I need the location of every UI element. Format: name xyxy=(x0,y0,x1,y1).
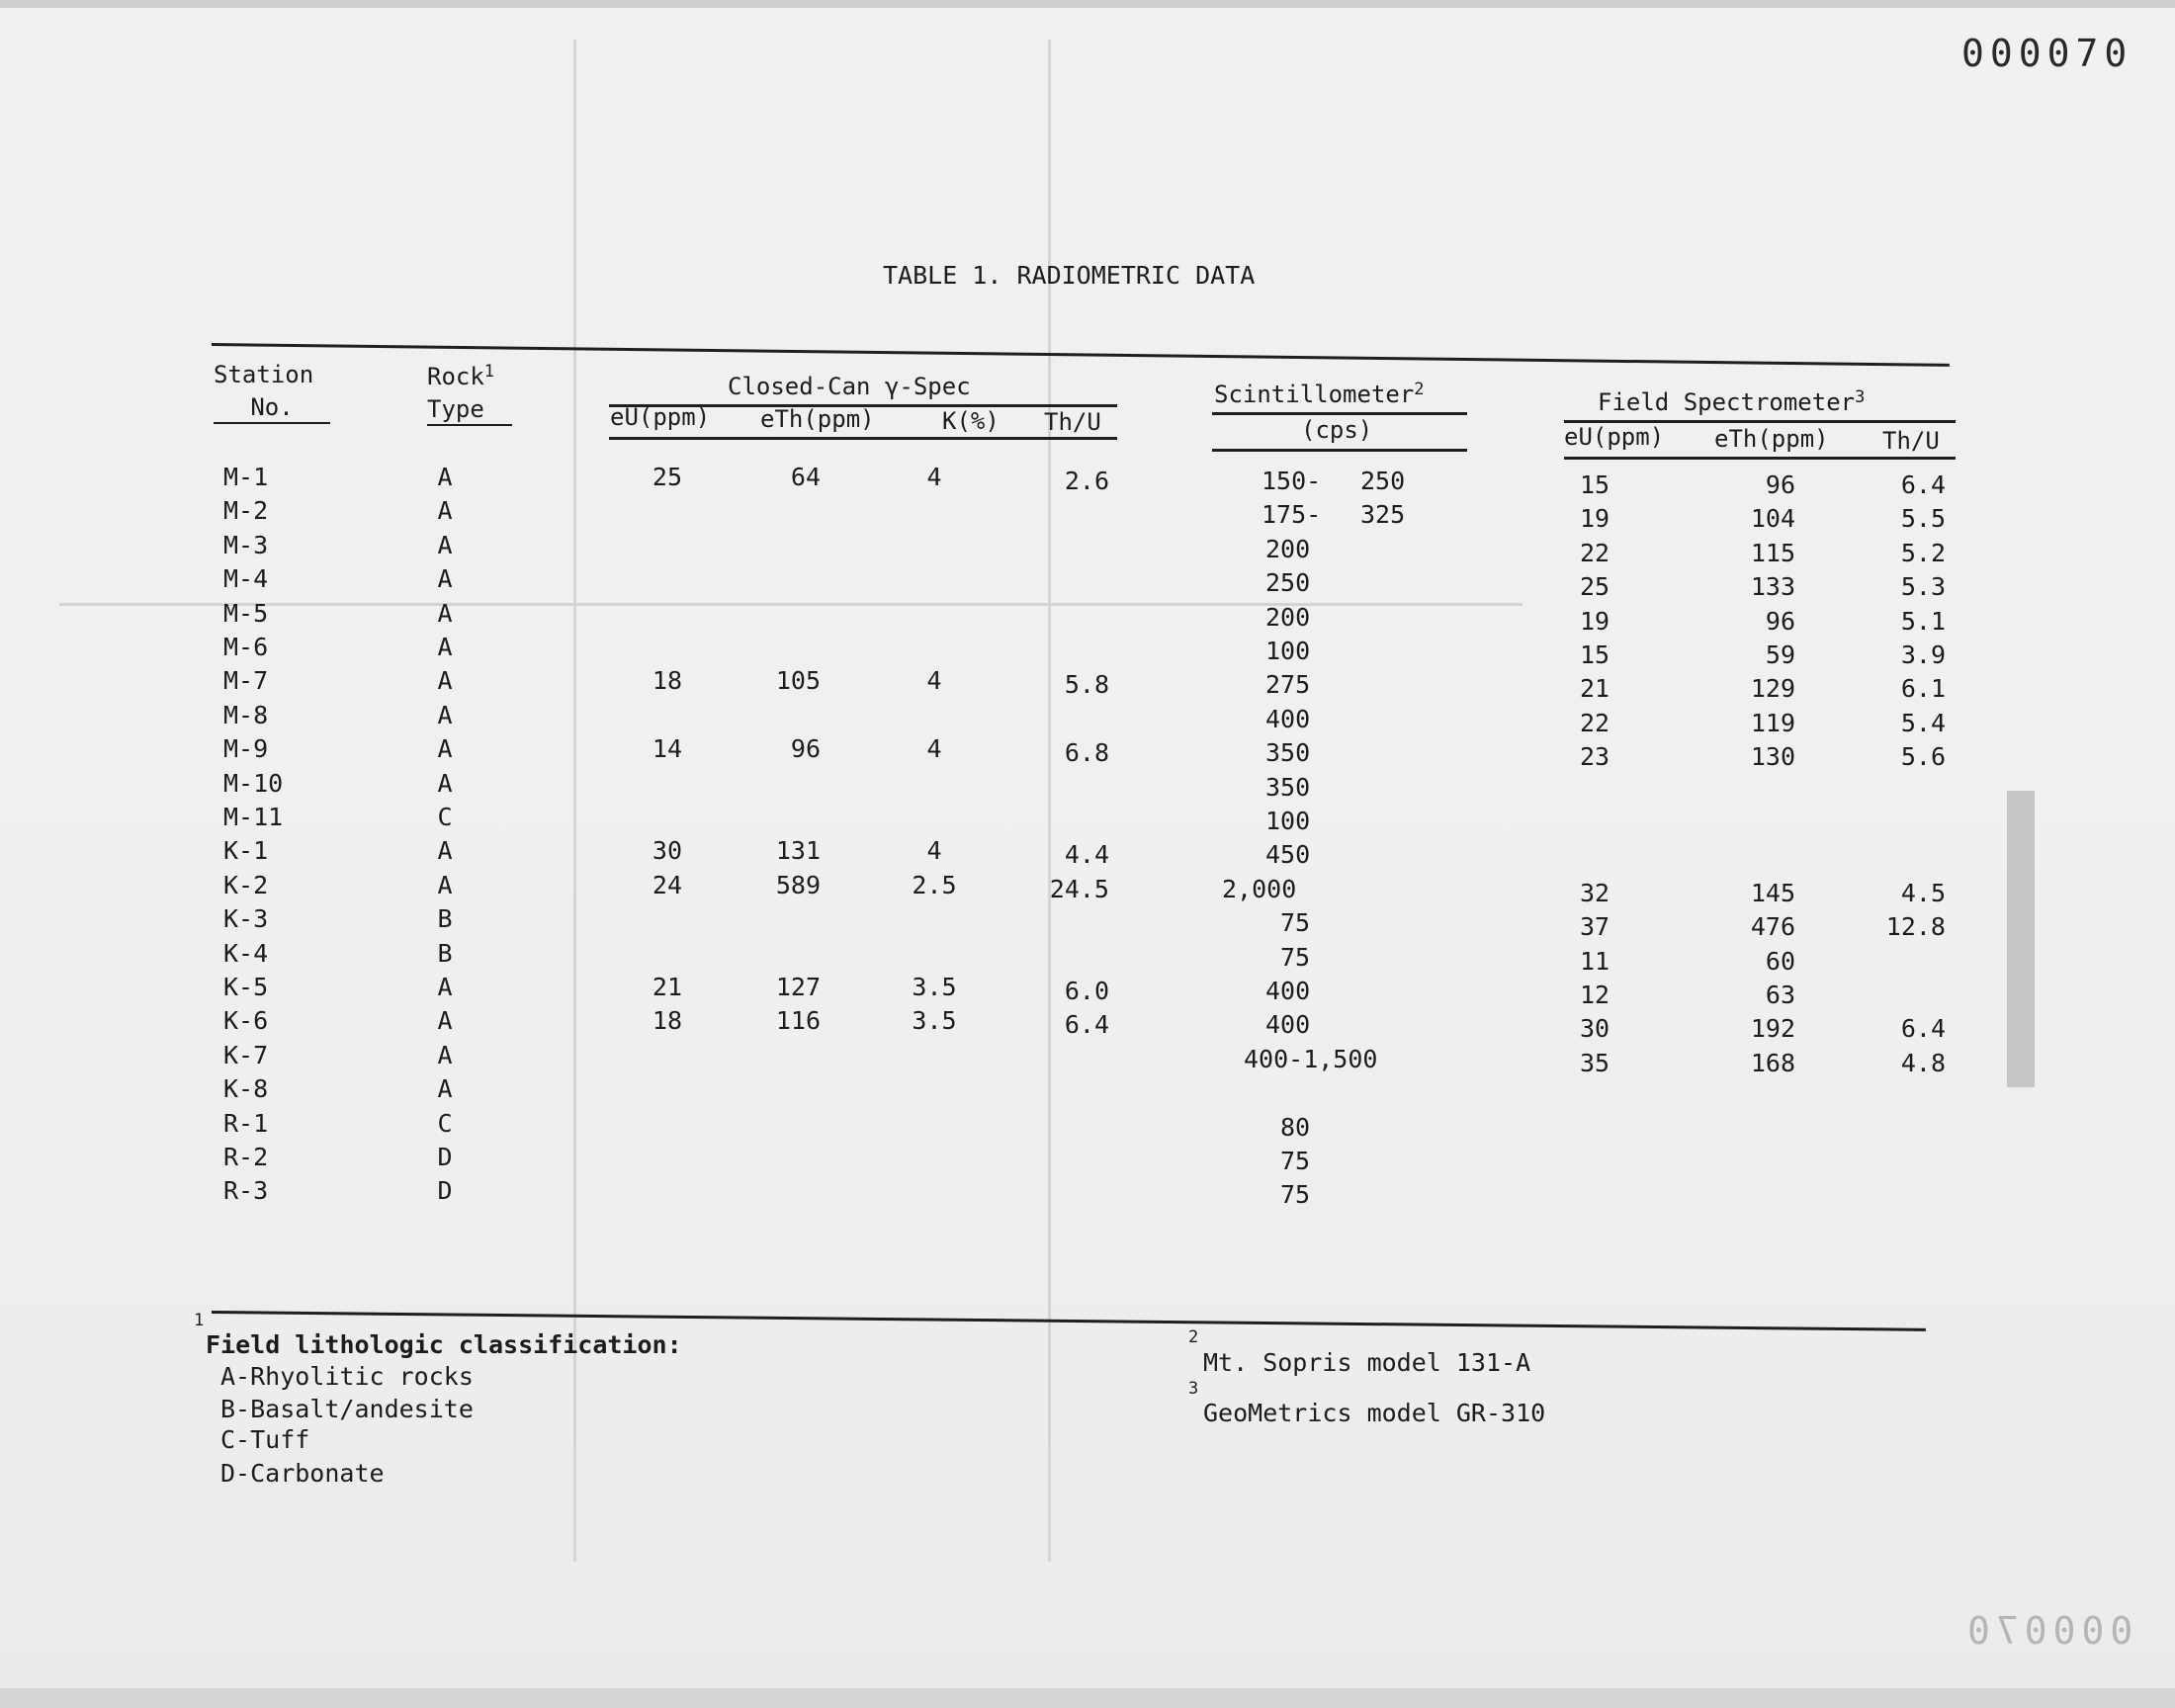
document-number: 000070 xyxy=(1961,32,2133,75)
cell-scint: 100 xyxy=(1265,637,1311,665)
cell-cc-eu: 14 xyxy=(652,734,682,764)
cell-fs-thu: 6.1 xyxy=(1900,674,1946,704)
cell-scint: 150- xyxy=(1262,467,1322,495)
header-fs-eth: eTh(ppm) xyxy=(1714,425,1829,453)
cell-rock-type: A xyxy=(437,1074,453,1104)
cell-fs-thu: 6.4 xyxy=(1900,1014,1946,1044)
cell-fs-eth: 59 xyxy=(1765,640,1795,669)
cell-cc-k: 4 xyxy=(926,463,942,491)
cell-station: M-4 xyxy=(223,564,269,594)
footnote-2-marker: 2 xyxy=(1188,1327,1199,1347)
cell-station: K-5 xyxy=(223,973,269,1001)
closed-can-subheader-rule xyxy=(609,437,1117,440)
cell-fs-thu: 5.6 xyxy=(1900,742,1946,772)
table-row xyxy=(0,463,1977,499)
table-row xyxy=(0,870,1977,907)
cell-fs-thu: 5.2 xyxy=(1900,538,1946,567)
header-closed-can: Closed-Can γ-Spec xyxy=(728,373,971,400)
cell-station: R-1 xyxy=(223,1108,269,1138)
cell-rock-type: A xyxy=(437,973,453,1001)
header-rock-line2: Type xyxy=(427,395,512,426)
cell-station: R-2 xyxy=(223,1143,269,1171)
cell-scint: 75 xyxy=(1280,908,1311,938)
cell-cc-k: 4 xyxy=(926,836,942,866)
footnote-3-marker: 3 xyxy=(1188,1379,1199,1399)
cell-scint: 350 xyxy=(1265,738,1311,768)
cell-rock-type: A xyxy=(437,496,453,526)
cell-fs-eth: 129 xyxy=(1750,674,1795,704)
cell-fs-thu: 5.3 xyxy=(1900,572,1946,602)
header-fs-eu: eU(ppm) xyxy=(1564,423,1665,451)
cell-fs-eth: 145 xyxy=(1750,878,1795,907)
cell-cc-eu: 30 xyxy=(652,836,682,866)
cell-rock-type: A xyxy=(437,666,453,696)
table-row xyxy=(0,836,1977,868)
header-station-line1: Station xyxy=(214,361,314,388)
cell-scint: 400 xyxy=(1265,1010,1311,1040)
header-fs-thu: Th/U xyxy=(1882,427,1940,455)
cell-station: M-10 xyxy=(223,768,284,798)
cell-cc-k: 3.5 xyxy=(912,1006,957,1036)
cell-station: K-2 xyxy=(223,870,269,899)
cell-fs-eu: 15 xyxy=(1580,470,1610,499)
cell-fs-eu: 22 xyxy=(1580,538,1610,567)
cell-cc-thu: 6.8 xyxy=(1064,738,1109,768)
cell-fs-eth: 130 xyxy=(1750,742,1795,772)
table-row xyxy=(0,700,1977,737)
footnote-2-text: Mt. Sopris model 131-A xyxy=(1203,1348,1531,1377)
footnote-1-item: D-Carbonate xyxy=(220,1459,385,1488)
cell-fs-eth: 60 xyxy=(1765,946,1795,976)
scintillometer-rule xyxy=(1212,412,1467,415)
table-row xyxy=(0,938,1977,976)
table-row xyxy=(0,904,1977,942)
cell-rock-type: A xyxy=(437,734,453,764)
cell-station: K-7 xyxy=(223,1040,269,1069)
header-cc-eu: eU(ppm) xyxy=(610,403,711,431)
cell-rock-type: A xyxy=(437,1006,453,1036)
cell-fs-eth: 133 xyxy=(1750,572,1795,602)
table-row xyxy=(0,1109,1977,1141)
footnote-1-item: C-Tuff xyxy=(220,1425,310,1454)
cell-fs-eth: 96 xyxy=(1765,470,1795,499)
cell-scint-high: 250 xyxy=(1360,467,1406,495)
cell-cc-k: 4 xyxy=(926,734,942,764)
cell-station: K-8 xyxy=(223,1074,269,1104)
table-row xyxy=(0,1006,1977,1044)
cell-cc-eu: 18 xyxy=(652,1006,682,1036)
cell-station: K-4 xyxy=(223,938,269,968)
header-scintillometer xyxy=(1214,381,1425,408)
cell-scint: 400 xyxy=(1265,704,1311,733)
cell-fs-eth: 115 xyxy=(1750,538,1795,567)
table-row xyxy=(0,1040,1977,1077)
footnote-ref-3: 3 xyxy=(1855,387,1866,407)
cell-fs-eth: 104 xyxy=(1750,504,1795,534)
cell-cc-eth: 96 xyxy=(790,734,821,764)
cell-cc-eu: 18 xyxy=(652,666,682,696)
table-row xyxy=(0,633,1977,669)
cell-cc-thu: 5.8 xyxy=(1064,670,1109,700)
cell-fs-eu: 11 xyxy=(1580,946,1610,976)
cell-fs-thu: 4.8 xyxy=(1900,1048,1946,1077)
cell-fs-eu: 19 xyxy=(1580,504,1610,534)
cell-station: M-5 xyxy=(223,598,269,628)
cell-fs-eu: 37 xyxy=(1580,912,1610,942)
cell-rock-type: A xyxy=(437,564,453,594)
table-row xyxy=(0,598,1977,636)
footnote-1-item: B-Basalt/andesite xyxy=(220,1395,474,1423)
cell-fs-eu: 35 xyxy=(1580,1048,1610,1077)
cell-fs-eth: 63 xyxy=(1765,981,1795,1009)
cell-fs-eth: 192 xyxy=(1750,1014,1795,1044)
cell-station: K-6 xyxy=(223,1006,269,1036)
table-title: TABLE 1. RADIOMETRIC DATA xyxy=(883,261,1256,290)
cell-station: M-2 xyxy=(223,496,269,526)
cell-fs-thu: 3.9 xyxy=(1900,640,1946,669)
cell-station: M-9 xyxy=(223,734,269,764)
scintillometer-unit-rule xyxy=(1212,449,1467,452)
cell-cc-eu: 24 xyxy=(652,870,682,899)
cell-cc-eth: 105 xyxy=(775,666,821,696)
table-row xyxy=(0,496,1977,534)
cell-cc-k: 3.5 xyxy=(912,973,957,1001)
table-row xyxy=(0,973,1977,1009)
cell-station: M-8 xyxy=(223,700,269,729)
scan-top-edge xyxy=(0,0,2175,8)
cell-cc-eth: 589 xyxy=(775,870,821,899)
cell-fs-eu: 22 xyxy=(1580,708,1610,737)
cell-scint: 75 xyxy=(1280,1180,1311,1210)
cell-rock-type: D xyxy=(437,1176,453,1206)
cell-rock-type: A xyxy=(437,530,453,559)
cell-fs-eu: 30 xyxy=(1580,1014,1610,1044)
footnote-3-text: GeoMetrics model GR-310 xyxy=(1203,1399,1546,1427)
cell-cc-eu: 25 xyxy=(652,463,682,491)
cell-scint: 400-1,500 xyxy=(1244,1044,1378,1073)
cell-scint: 2,000 xyxy=(1222,874,1297,903)
document-number-mirrored: 000070 xyxy=(1961,1609,2133,1653)
table-row xyxy=(0,1143,1977,1174)
cell-fs-eu: 25 xyxy=(1580,572,1610,602)
cell-cc-thu: 24.5 xyxy=(1049,874,1109,903)
cell-cc-thu: 4.4 xyxy=(1064,840,1109,870)
scan-bottom-edge xyxy=(0,1688,2175,1708)
cell-rock-type: A xyxy=(437,598,453,628)
cell-station: M-1 xyxy=(223,463,269,491)
cell-scint: 250 xyxy=(1265,568,1311,598)
footnote-1-marker: 1 xyxy=(194,1311,205,1330)
cell-rock-type: A xyxy=(437,463,453,491)
cell-cc-eth: 64 xyxy=(790,463,821,491)
header-scint-label: Scintillometer xyxy=(1214,381,1415,408)
cell-fs-thu: 5.4 xyxy=(1900,708,1946,737)
cell-rock-type: A xyxy=(437,768,453,798)
cell-station: K-3 xyxy=(223,904,269,934)
cell-cc-thu: 6.0 xyxy=(1064,977,1109,1005)
footnote-1-title: Field lithologic classification: xyxy=(206,1330,682,1359)
cell-fs-thu: 5.1 xyxy=(1900,606,1946,636)
cell-scint: 200 xyxy=(1265,602,1311,632)
footnote-ref-2: 2 xyxy=(1414,380,1425,399)
cell-scint: 75 xyxy=(1280,1147,1311,1175)
cell-scint: 450 xyxy=(1265,840,1311,870)
cell-station: M-3 xyxy=(223,530,269,559)
header-rock-type xyxy=(427,363,494,390)
cell-rock-type: A xyxy=(437,1040,453,1069)
cell-rock-type: A xyxy=(437,836,453,866)
cell-fs-eth: 476 xyxy=(1750,912,1795,942)
header-rock-line1: Rock xyxy=(427,363,484,390)
cell-fs-thu: 5.5 xyxy=(1900,504,1946,534)
cell-station: M-11 xyxy=(223,803,284,831)
cell-station: R-3 xyxy=(223,1176,269,1206)
cell-scint: 350 xyxy=(1265,772,1311,802)
table-row xyxy=(0,769,1977,801)
cell-cc-thu: 6.4 xyxy=(1064,1010,1109,1040)
cell-rock-type: A xyxy=(437,870,453,899)
cell-cc-k: 4 xyxy=(926,666,942,696)
table-row xyxy=(0,564,1977,602)
cell-cc-eth: 131 xyxy=(775,836,821,866)
cell-fs-eu: 19 xyxy=(1580,606,1610,636)
field-spectrometer-subheader-rule xyxy=(1564,457,1956,460)
cell-fs-eth: 119 xyxy=(1750,708,1795,737)
table-row xyxy=(0,1176,1977,1208)
cell-station: M-7 xyxy=(223,666,269,696)
cell-fs-eu: 32 xyxy=(1580,878,1610,907)
cell-rock-type: B xyxy=(437,904,453,934)
cell-cc-k: 2.5 xyxy=(912,870,957,899)
cell-scint-high: 325 xyxy=(1360,500,1406,530)
cell-scint: 75 xyxy=(1280,942,1311,972)
cell-rock-type: A xyxy=(437,700,453,729)
table-row xyxy=(0,1074,1977,1106)
table-bottom-rule xyxy=(212,1311,1926,1331)
cell-cc-thu: 2.6 xyxy=(1064,467,1109,495)
cell-fs-eth: 168 xyxy=(1750,1048,1795,1077)
cell-rock-type: A xyxy=(437,633,453,661)
bleed-through-mark xyxy=(2007,791,2035,1087)
cell-rock-type: C xyxy=(437,1108,453,1138)
header-cc-thu: Th/U xyxy=(1044,408,1101,436)
cell-fs-eu: 23 xyxy=(1580,742,1610,772)
cell-cc-eth: 116 xyxy=(775,1006,821,1036)
header-cc-k: K(%) xyxy=(942,407,1000,435)
header-field-spectrometer xyxy=(1598,388,1865,416)
header-field-label: Field Spectrometer xyxy=(1598,388,1856,416)
cell-scint: 400 xyxy=(1265,977,1311,1005)
footnote-1-item: A-Rhyolitic rocks xyxy=(220,1362,474,1391)
cell-station: M-6 xyxy=(223,633,269,661)
cell-scint: 100 xyxy=(1265,807,1311,835)
cell-scint: 80 xyxy=(1280,1112,1311,1142)
cell-rock-type: D xyxy=(437,1143,453,1171)
table-row xyxy=(0,530,1977,567)
footnote-ref-1: 1 xyxy=(483,362,495,382)
cell-fs-eth: 96 xyxy=(1765,606,1795,636)
header-station-line2: No. xyxy=(214,393,330,424)
cell-fs-eu: 15 xyxy=(1580,640,1610,669)
cell-rock-type: C xyxy=(437,803,453,831)
table-row xyxy=(0,666,1977,704)
cell-fs-thu: 12.8 xyxy=(1885,912,1946,942)
cell-fs-thu: 4.5 xyxy=(1900,878,1946,907)
header-scint-unit: (cps) xyxy=(1301,416,1373,444)
cell-fs-eu: 12 xyxy=(1580,981,1610,1009)
table-row xyxy=(0,734,1977,772)
table-row xyxy=(0,803,1977,834)
cell-scint: 175- xyxy=(1262,500,1322,530)
cell-cc-eu: 21 xyxy=(652,973,682,1001)
cell-station: K-1 xyxy=(223,836,269,866)
header-cc-eth: eTh(ppm) xyxy=(760,405,875,433)
cell-scint: 200 xyxy=(1265,534,1311,563)
cell-fs-eu: 21 xyxy=(1580,674,1610,704)
cell-rock-type: B xyxy=(437,938,453,968)
cell-fs-thu: 6.4 xyxy=(1900,470,1946,499)
cell-cc-eth: 127 xyxy=(775,973,821,1001)
cell-scint: 275 xyxy=(1265,670,1311,700)
